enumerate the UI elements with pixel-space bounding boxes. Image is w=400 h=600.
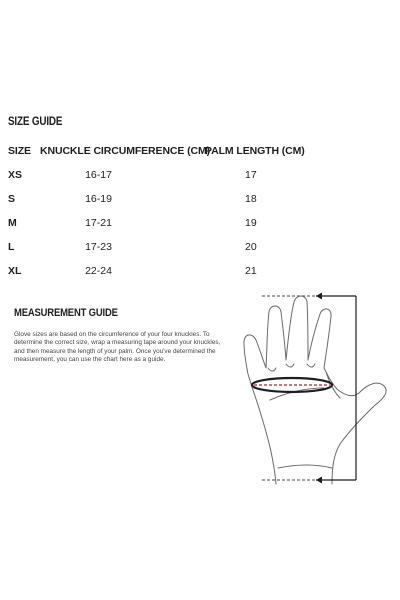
size-cell: S	[8, 193, 16, 205]
palm-cell: 17	[245, 169, 257, 181]
table-row	[0, 259, 400, 283]
palm-cell: 18	[245, 193, 257, 205]
knuckle-cell: 16-19	[85, 193, 112, 205]
knuckle-cell: 22-24	[85, 265, 112, 277]
measurement-guide-title: MEASUREMENT GUIDE	[14, 307, 118, 319]
size-table	[0, 139, 400, 283]
size-cell: M	[8, 217, 17, 229]
knuckle-cell: 17-23	[85, 241, 112, 253]
hand-measurement-illustration	[228, 288, 396, 498]
palm-cell: 21	[245, 265, 257, 277]
table-row	[0, 235, 400, 259]
finger-crease	[286, 364, 294, 367]
finger-crease	[268, 368, 276, 371]
arrow-top-icon	[316, 293, 322, 300]
header-palm-length: PALM LENGTH (CM)	[205, 145, 305, 157]
finger-crease	[307, 364, 315, 367]
measurement-guide-text: Glove sizes are based on the circumference of your four knuckles. To determine the correct size, wrap a measuring tape around your knuckles, and then measure the length of your palm. Once you've determined the measurement, you can use the chart here as a guide.	[14, 331, 221, 364]
size-cell: XS	[8, 169, 23, 181]
knuckle-cell: 16-17	[85, 169, 112, 181]
size-cell: XL	[8, 265, 22, 277]
header-knuckle-circumference: KNUCKLE CIRCUMFERENCE (CM)	[40, 145, 211, 157]
size-cell: L	[8, 241, 15, 253]
table-row	[0, 187, 400, 211]
palm-cell: 19	[245, 217, 257, 229]
knuckle-cell: 17-21	[85, 217, 112, 229]
table-row	[0, 163, 400, 187]
palm-cell: 20	[245, 241, 257, 253]
wrist-crease	[278, 465, 332, 468]
header-size: SIZE	[8, 145, 31, 157]
arrow-bottom-icon	[316, 477, 322, 484]
size-table-header	[0, 139, 400, 163]
size-guide-title: SIZE GUIDE	[8, 116, 63, 128]
table-row	[0, 211, 400, 235]
